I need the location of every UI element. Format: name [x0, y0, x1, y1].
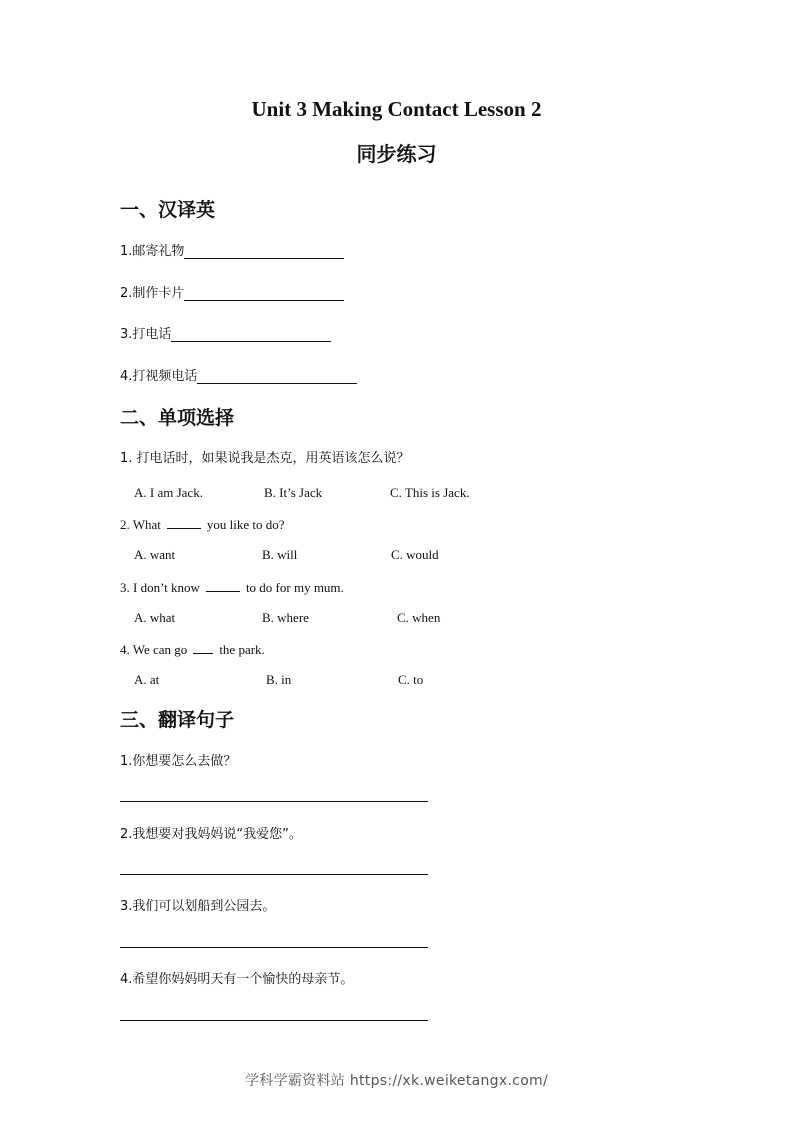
- page-title: Unit 3 Making Contact Lesson 2: [251, 97, 542, 121]
- answer-blank[interactable]: [197, 369, 357, 384]
- sentence-answer-line[interactable]: [120, 801, 428, 802]
- option-2c[interactable]: C. would: [391, 547, 439, 562]
- option-1b[interactable]: B. It’s Jack: [264, 485, 323, 500]
- translate-item-1: [120, 240, 344, 259]
- question-text-before: 4. We can go: [120, 642, 188, 657]
- answer-blank[interactable]: [184, 286, 344, 301]
- sentence-answer-line[interactable]: [120, 874, 428, 875]
- answer-blank[interactable]: [184, 244, 344, 259]
- option-1a[interactable]: A. I am Jack.: [134, 485, 203, 500]
- question-4: [120, 641, 265, 658]
- option-4b[interactable]: B. in: [266, 672, 292, 687]
- answer-blank[interactable]: [171, 327, 331, 342]
- sentence-item-2: 2.我想要对我妈妈说“我爱您”。: [120, 827, 302, 842]
- question-text-after: to do for my mum.: [245, 580, 344, 595]
- fill-blank[interactable]: [167, 516, 201, 529]
- question-1: [120, 447, 410, 466]
- question-text-after: you like to do?: [206, 517, 285, 532]
- sentence-answer-line[interactable]: [120, 1020, 428, 1021]
- option-2a[interactable]: A. want: [134, 547, 176, 562]
- question-text-after: the park.: [219, 642, 265, 657]
- question-3: [120, 579, 344, 596]
- question-text: 1. 打电话时，如果说我是杰克，用英语该怎么说？: [120, 451, 410, 466]
- option-3b[interactable]: B. where: [262, 610, 309, 625]
- fill-blank[interactable]: [193, 641, 213, 654]
- sentence-answer-line[interactable]: [120, 947, 428, 948]
- question-text-before: 2. What: [120, 517, 161, 532]
- footer-watermark: 学科学霸资料站 https://xk.weiketangx.com/: [244, 1073, 549, 1089]
- question-2: [120, 516, 285, 533]
- sentence-item-1: 1.你想要怎么去做？: [120, 754, 237, 769]
- option-4c[interactable]: C. to: [398, 672, 424, 687]
- option-4a[interactable]: A. at: [134, 672, 160, 687]
- translate-item-label: 1.邮寄礼物: [120, 244, 185, 259]
- option-3a[interactable]: A. what: [134, 610, 176, 625]
- page-subtitle: 同步练习: [356, 142, 437, 166]
- translate-item-label: 2.制作卡片: [120, 286, 185, 301]
- fill-blank[interactable]: [206, 579, 240, 592]
- translate-item-label: 4.打视频电话: [120, 369, 198, 384]
- translate-item-2: [120, 282, 344, 301]
- translate-item-3: [120, 323, 331, 342]
- translate-item-label: 3.打电话: [120, 327, 172, 342]
- option-2b[interactable]: B. will: [262, 547, 298, 562]
- section-heading-multiple-choice: 二、单项选择: [120, 407, 235, 429]
- option-1c[interactable]: C. This is Jack.: [390, 485, 470, 500]
- section-heading-translate-sentences: 三、翻译句子: [120, 709, 235, 731]
- sentence-item-3: 3.我们可以划船到公园去。: [120, 899, 276, 914]
- option-3c[interactable]: C. when: [397, 610, 441, 625]
- translate-item-4: [120, 365, 357, 384]
- section-heading-chinese-to-english: 一、汉译英: [120, 199, 216, 221]
- sentence-item-4: 4.希望你妈妈明天有一个愉快的母亲节。: [120, 972, 354, 987]
- question-text-before: 3. I don’t know: [120, 580, 200, 595]
